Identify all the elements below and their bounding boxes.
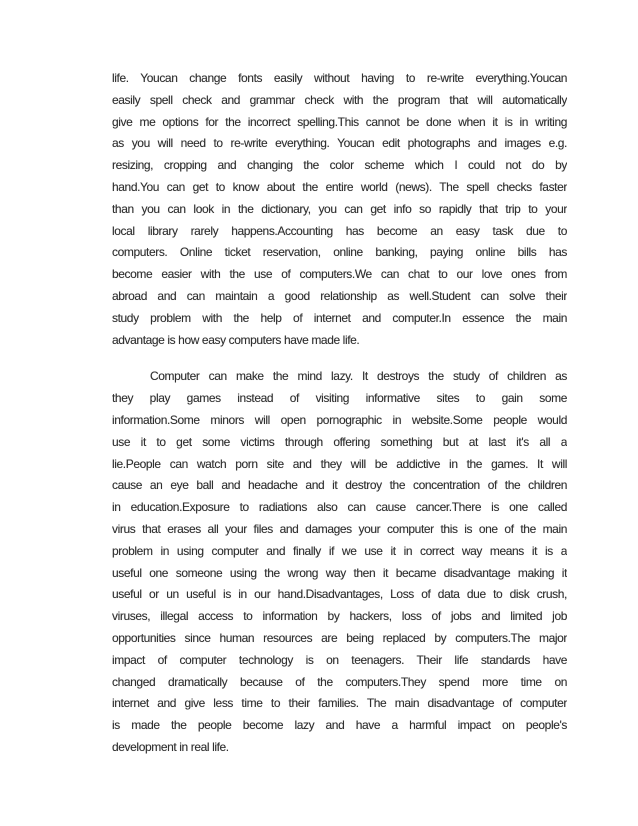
text-line: impact of computer technology is on teenagers. Their life standards have [112, 652, 567, 667]
paragraph-advantages [112, 68, 567, 351]
text-line: they play games instead of visiting informative sites to gain some [112, 391, 567, 406]
text-line: virus that erases all your files and damages your computer this is one of the main [112, 521, 567, 536]
text-line: study problem with the help of internet and computer.In essence the main [112, 310, 567, 325]
text-line: easily spell check and grammar check with the program that will automatically [112, 92, 567, 107]
text-line: as you will need to re-write everything. Youcan edit photographs and images e.g. [112, 136, 567, 151]
essay-text-block [112, 68, 567, 759]
paragraph-disadvantages [112, 366, 567, 758]
text-line: than you can look in the dictionary, you can get info so rapidly that trip to your [112, 201, 567, 216]
text-line: internet and give less time to their families. The main disadvantage of computer [112, 696, 567, 711]
text-line: resizing, cropping and changing the color scheme which I could not do by [112, 158, 567, 173]
text-line: viruses, illegal access to information by hackers, loss of jobs and limited job [112, 609, 567, 624]
text-line: development in real life. [112, 739, 229, 754]
text-line: abroad and can maintain a good relationship as well.Student can solve their [112, 288, 567, 303]
text-line: cause an eye ball and headache and it destroy the concentration of the children [112, 478, 567, 493]
text-line: local library rarely happens.Accounting has become an easy task due to [112, 223, 567, 238]
text-line: hand.You can get to know about the entire world (news). The spell checks faster [112, 179, 567, 194]
text-line: life. Youcan change fonts easily without having to re-write everything.Youcan [112, 71, 567, 85]
text-line: Computer can make the mind lazy. It destroys the study of children as [150, 369, 567, 384]
text-line: advantage is how easy computers have made life. [112, 332, 360, 347]
text-line: opportunities since human resources are being replaced by computers.The major [112, 630, 567, 645]
text-line: useful or un useful is in our hand.Disadvantages, Loss of data due to disk crush, [112, 587, 567, 602]
text-line: give me options for the incorrect spelling.This cannot be done when it is in writing [112, 114, 567, 129]
text-line: useful one someone using the wrong way then it became disadvantage making it [112, 565, 567, 580]
text-line: information.Some minors will open pornographic in website.Some people would [112, 412, 567, 427]
text-line: problem in using computer and finally if we use it in correct way means it is a [112, 543, 567, 558]
text-line: computers. Online ticket reservation, online banking, paying online bills has [112, 245, 567, 260]
text-line: lie.People can watch porn site and they will be addictive in the games. It will [112, 456, 567, 471]
text-line: become easier with the use of computers.We can chat to our love ones from [112, 267, 567, 282]
text-line: use it to get some victims through offering something but at last it's all a [112, 434, 567, 449]
text-line: is made the people become lazy and have a harmful impact on people's [112, 718, 567, 733]
text-line: in education.Exposure to radiations also can cause cancer.There is one called [112, 500, 567, 515]
text-line: changed dramatically because of the computers.They spend more time on [112, 674, 567, 689]
